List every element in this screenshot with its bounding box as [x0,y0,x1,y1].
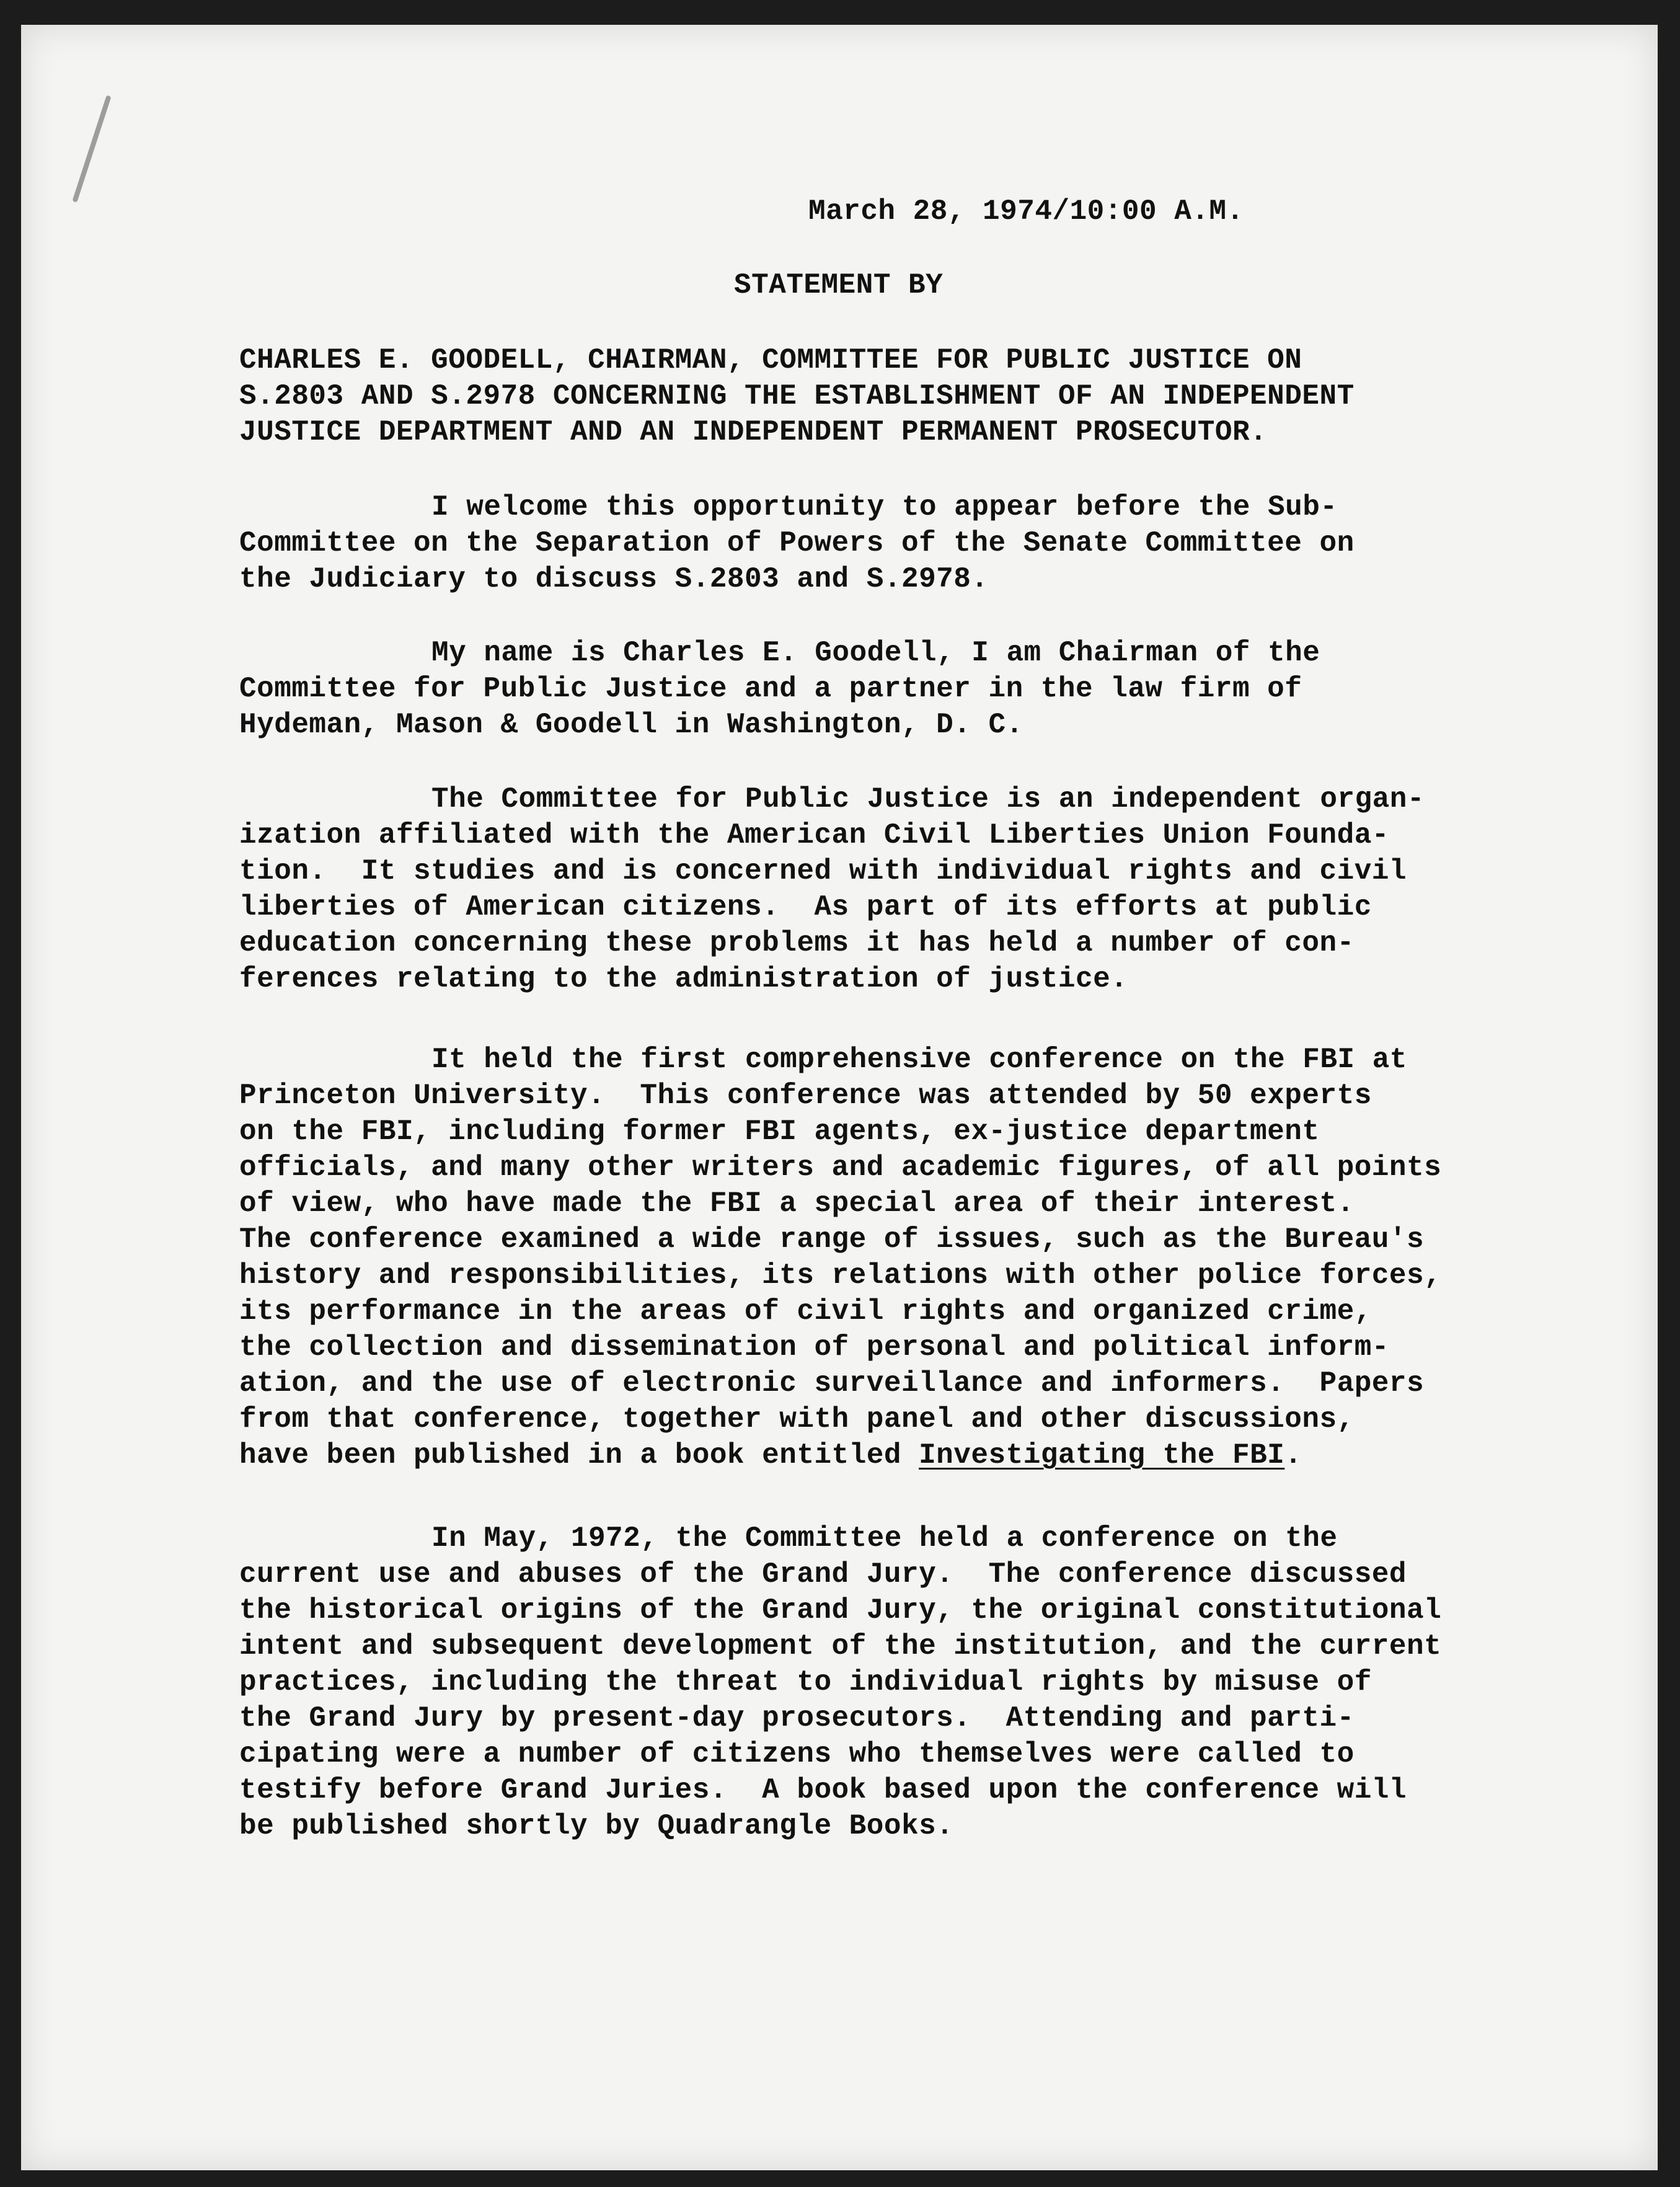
paragraph-line: on the FBI, including former FBI agents, ex-justice department [239,1116,1320,1148]
paragraph-line: education concerning these problems it has held a number of con- [239,927,1355,959]
paragraph-line: Princeton University. This conference was attended by 50 experts [239,1080,1372,1112]
paragraph-line: the Grand Jury by present-day prosecutors. Attending and parti- [239,1702,1355,1734]
paragraph-line: I welcome this opportunity to appear before the Sub- [431,491,1338,523]
paragraph-line: the Judiciary to discuss S.2803 and S.2978. [239,563,989,595]
paragraph-line: cipating were a number of citizens who themselves were called to [239,1738,1355,1770]
paragraph-line: Committee for Public Justice and a partner in the law firm of [239,673,1302,705]
paragraph-line: the historical origins of the Grand Jury, the original constitutional [239,1594,1442,1626]
paragraph-line-text: have been published in a book entitled [239,1439,919,1471]
paragraph-line: of view, who have made the FBI a special area of their interest. [239,1187,1355,1220]
paragraph-line: ization affiliated with the American Civil Liberties Union Founda- [239,819,1389,851]
paragraph-line: ation, and the use of electronic surveillance and informers. Papers [239,1367,1425,1400]
paragraph-line: testify before Grand Juries. A book based upon the conference will [239,1774,1407,1806]
paragraph-line: The conference examined a wide range of issues, such as the Bureau's [239,1223,1425,1256]
paragraph-line: its performance in the areas of civil rights and organized crime, [239,1295,1372,1328]
paragraph-line: Committee on the Separation of Powers of the Senate Committee on [239,527,1355,559]
paragraph-line: from that conference, together with panel and other discussions, [239,1403,1355,1435]
paragraph-line: the collection and dissemination of personal and political inform- [239,1331,1389,1364]
book-title: Investigating the FBI [919,1439,1285,1471]
paragraph-line: current use and abuses of the Grand Jury. The conference discussed [239,1558,1407,1590]
paragraph-line: My name is Charles E. Goodell, I am Chairman of the [431,637,1320,669]
subject-line: CHARLES E. GOODELL, CHAIRMAN, COMMITTEE FOR PUBLIC JUSTICE ON [239,344,1302,376]
document-text [21,25,1658,2170]
paragraph-line [239,1441,1302,1470]
paragraph-line: officials, and many other writers and academic figures, of all points [239,1151,1442,1184]
statement-heading: STATEMENT BY [734,269,944,301]
subject-line: JUSTICE DEPARTMENT AND AN INDEPENDENT PERMANENT PROSECUTOR. [239,416,1268,448]
subject-line: S.2803 AND S.2978 CONCERNING THE ESTABLISHMENT OF AN INDEPENDENT [239,380,1355,412]
paragraph-line: The Committee for Public Justice is an independent organ- [431,783,1425,815]
paragraph-line: It held the first comprehensive conference on the FBI at [431,1044,1407,1076]
paragraph-line: practices, including the threat to individual rights by misuse of [239,1666,1372,1698]
paragraph-line: In May, 1972, the Committee held a conference on the [431,1522,1338,1555]
paragraph-line: intent and subsequent development of the institution, and the current [239,1630,1442,1662]
paragraph-line: ferences relating to the administration of justice. [239,963,1128,995]
document-page [21,25,1658,2170]
dateline: March 28, 1974/10:00 A.M. [808,195,1244,228]
paragraph-line: history and responsibilities, its relations with other police forces, [239,1259,1442,1292]
sentence-end: . [1284,1439,1302,1471]
paragraph-line: be published shortly by Quadrangle Books. [239,1810,954,1842]
paragraph-line: Hydeman, Mason & Goodell in Washington, D. C. [239,709,1023,741]
paragraph-line: tion. It studies and is concerned with individual rights and civil [239,855,1407,887]
paragraph-line: liberties of American citizens. As part of its efforts at public [239,891,1372,923]
